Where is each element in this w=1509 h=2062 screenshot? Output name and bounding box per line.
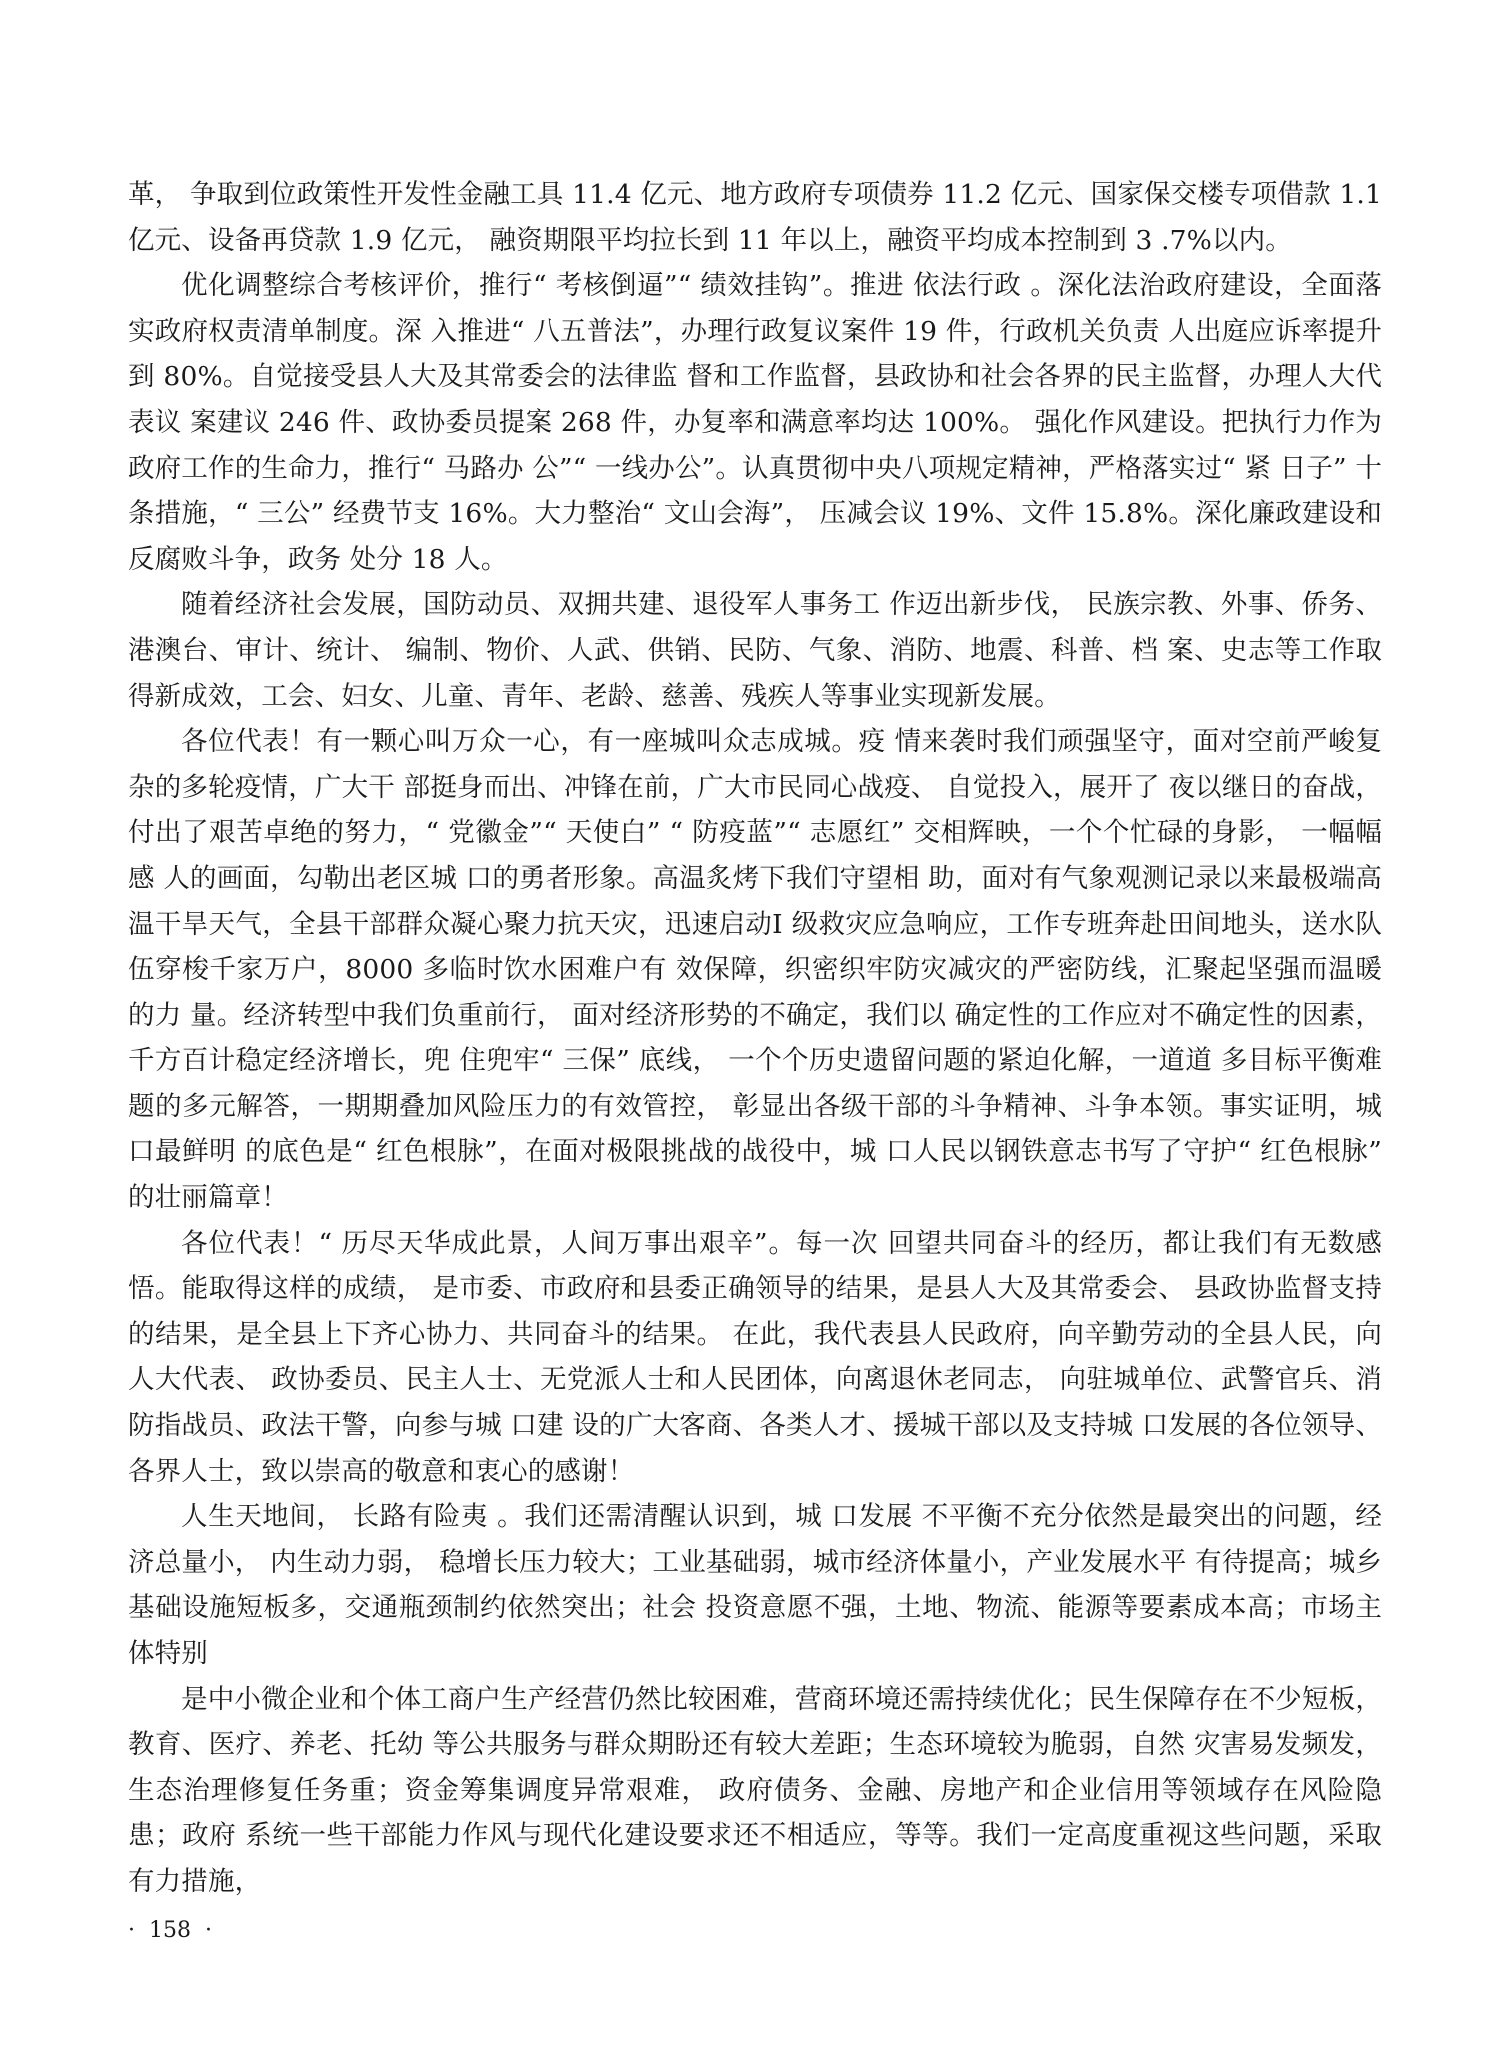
paragraph-3: 随着经济社会发展，国防动员、双拥共建、退役军人事务工 作迈出新步伐， 民族宗教、外事、侨务、港澳台、审计、统计、 编制、物价、人武、供销、民防、气象、消防、地震、科普、档 案、史志等工作取得新成效，工会、妇女、儿童、青年、老龄、慈善、残疾人等事业实现新发展。 bbox=[128, 589, 1382, 712]
paragraph-7: 是中小微企业和个体工商户生产经营仍然比较困难，营商环境还需持续优化；民生保障存在不少短板，教育、医疗、养老、托幼 等公共服务与群众期盼还有较大差距；生态环境较为脆弱，自然 灾害易发频发，生态治理修复任务重；资金筹集调度异常艰难， 政府债务、金融、房地产和企业信用等领域存在风险隐患；政府 系统一些干部能力作风与现代化建设要求还不相适应，等等。我们一定高度重视这些问题，采取有力措施， bbox=[128, 1683, 1382, 1897]
paragraph-4: 各位代表！有一颗心叫万众一心，有一座城叫众志成城。疫 情来袭时我们顽强坚守，面对空前严峻复杂的多轮疫情，广大干 部挺身而出、冲锋在前，广大市民同心战疫、 自觉投入，展开了 夜以继日的奋战，付出了艰苦卓绝的努力，“ 党徽金”“ 天使白” “ 防疫蓝”“ 志愿红” 交相辉映，一个个忙碌的身影， 一幅幅感 人的画面，勾勒出老区城 口的勇者形象。高温炙烤下我们守望相 助，面对有气象观测记录以来最极端高温干旱天气，全县干部群众凝心聚力抗天灾，迅速启动Ⅰ 级救灾应急响应，工作专班奔赴田间地头，送水队伍穿梭千家万户，8000 多临时饮水困难户有 效保障，织密织牢防灾减灾的严密防线，汇聚起坚强而温暖的力 量。经济转型中我们负重前行， 面对经济形势的不确定，我们以 确定性的工作应对不确定性的因素，千方百计稳定经济增长，兜 住兜牢“ 三保” 底线， 一个个历史遗留问题的紧迫化解，一道道 多目标平衡难题的多元解答，一期期叠加风险压力的有效管控， 彰显出各级干部的斗争精神、斗争本领。事实证明，城 口最鲜明 的底色是“ 红色根脉”，在面对极限挑战的战役中，城 口人民以钢铁意志书写了守护“ 红色根脉” 的壮丽篇章！ bbox=[128, 726, 1382, 1214]
paragraph-1: 革， 争取到位政策性开发性金融工具 11.4 亿元、地方政府专项债券 11.2 亿元、国家保交楼专项借款 1.1 亿元、设备再贷款 1.9 亿元， 融资期限平均拉长到 11 年以上，融资平均成本控制到 3 .7%以内。 bbox=[128, 179, 1382, 256]
paragraph-6: 人生天地间， 长路有险夷 。我们还需清醒认识到，城 口发展 不平衡不充分依然是最突出的问题，经济总量小， 内生动力弱， 稳增长压力较大；工业基础弱，城市经济体量小，产业发展水平 有待提高；城乡基础设施短板多，交通瓶颈制约依然突出；社会 投资意愿不强，土地、物流、能源等要素成本高；市场主体特别 bbox=[128, 1501, 1382, 1669]
paragraph-2: 优化调整综合考核评价，推行“ 考核倒逼”“ 绩效挂钩”。推进 依法行政 。深化法治政府建设，全面落实政府权责清单制度。深 入推进“ 八五普法”，办理行政复议案件 19 件，行政机关负责 人出庭应诉率提升到 80%。自觉接受县人大及其常委会的法律监 督和工作监督，县政协和社会各界的民主监督，办理人大代表议 案建议 246 件、政协委员提案 268 件，办复率和满意率均达 100%。 强化作风建设。把执行力作为政府工作的生命力，推行“ 马路办 公”“ 一线办公”。认真贯彻中央八项规定精神，严格落实过“ 紧 日子” 十条措施，“ 三公” 经费节支 16%。大力整治“ 文山会海”， 压减会议 19%、文件 15.8%。深化廉政建设和反腐败斗争，政务 处分 18 人。 bbox=[128, 270, 1382, 575]
page-number: 158 bbox=[149, 1918, 191, 1943]
footer-dot-left: · bbox=[128, 1918, 135, 1943]
footer-dot-right: · bbox=[205, 1918, 212, 1943]
page-footer bbox=[128, 1918, 226, 1943]
paragraph-5: 各位代表！“ 历尽天华成此景，人间万事出艰辛”。每一次 回望共同奋斗的经历，都让我们有无数感悟。能取得这样的成绩， 是市委、市政府和县委正确领导的结果，是县人大及其常委会、 县政协监督支持的结果，是全县上下齐心协力、共同奋斗的结果。 在此，我代表县人民政府，向辛勤劳动的全县人民，向人大代表、 政协委员、民主人士、无党派人士和人民团体，向离退休老同志， 向驻城单位、武警官兵、消防指战员、政法干警，向参与城 口建 设的广大客商、各类人才、援城干部以及支持城 口发展的各位领导、各界人士，致以崇高的敬意和衷心的感谢！ bbox=[128, 1227, 1382, 1487]
document-body bbox=[128, 172, 1382, 1905]
